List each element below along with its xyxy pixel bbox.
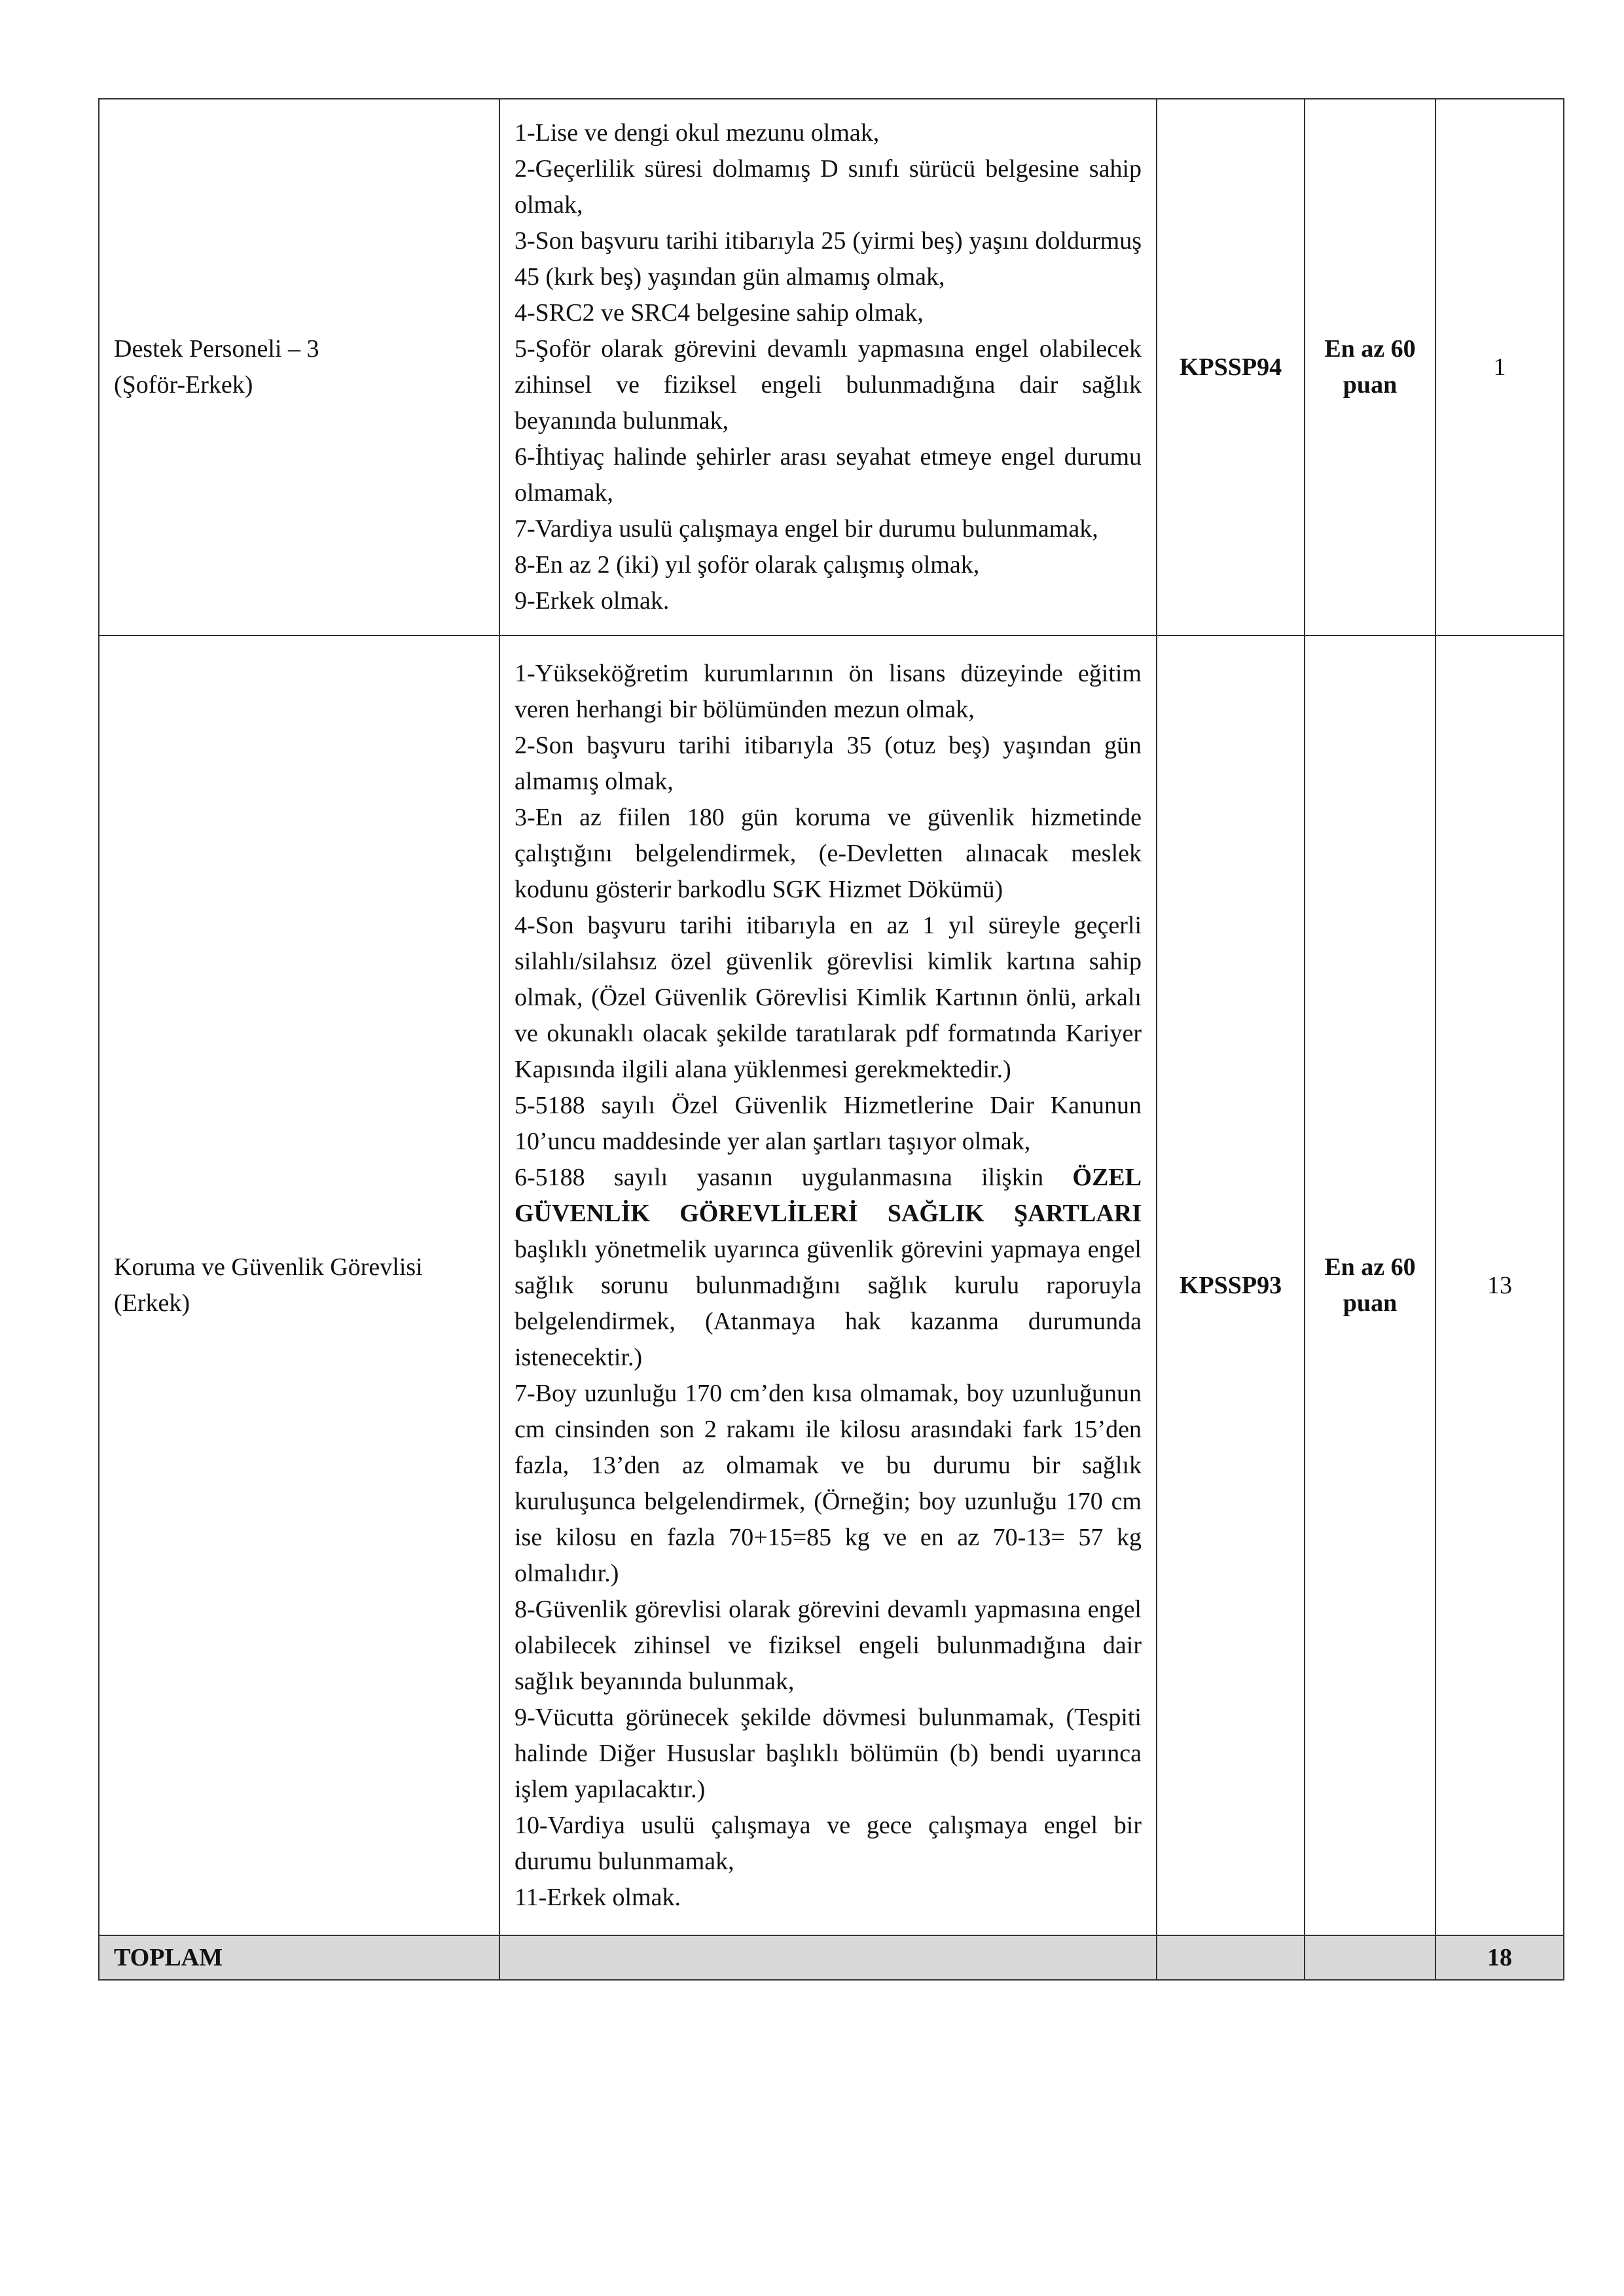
score-line: puan xyxy=(1343,371,1398,399)
position-title-line: (Şoför-Erkek) xyxy=(114,371,253,399)
total-empty-cell xyxy=(1157,1935,1305,1980)
position-count-cell: 13 xyxy=(1435,636,1564,1935)
exam-type-cell: KPSSP93 xyxy=(1157,636,1305,1935)
total-row xyxy=(99,1935,1564,1980)
total-label-cell: TOPLAM xyxy=(99,1935,499,1980)
requirement-item: 3-En az fiilen 180 gün koruma ve güvenlik hizmetinde çalıştığını belgelendirmek, (e-Devletten alınacak meslek kodunu gösterir barkodlu SGK Hizmet Dökümü) xyxy=(514,803,1142,903)
requirement-item: 2-Son başvuru tarihi itibarıyla 35 (otuz beş) yaşından gün almamış olmak, xyxy=(514,731,1142,795)
score-line: En az 60 xyxy=(1324,1253,1416,1281)
requirement-item: 6-5188 sayılı yasanın uygulanmasına ilişkin ÖZEL GÜVENLİK GÖREVLİLERİ SAĞLIK ŞARTLARI başlıklı yönetmelik uyarınca güvenlik görevini yapmaya engel sağlık sorunu bulunmadığını sağlık kurulu raporuyla belgelendirmek, (Atanmaya hak kazanma durumunda istenecektir.) xyxy=(514,1163,1142,1371)
requirement-item: 5-Şoför olarak görevini devamlı yapmasına engel olabilecek zihinsel ve fiziksel engeli bulunmadığına dair sağlık beyanında bulunmak, xyxy=(514,335,1142,435)
minimum-score-cell xyxy=(1305,99,1435,636)
total-count-cell: 18 xyxy=(1435,1935,1564,1980)
requirement-item: 10-Vardiya usulü çalışmaya ve gece çalışmaya engel bir durumu bulunmamak, xyxy=(514,1811,1142,1875)
exam-type-cell: KPSSP94 xyxy=(1157,99,1305,636)
requirement-item: 8-En az 2 (iki) yıl şoför olarak çalışmış olmak, xyxy=(514,551,980,579)
minimum-score-cell xyxy=(1305,636,1435,1935)
score-line: puan xyxy=(1343,1289,1398,1317)
table-row xyxy=(99,636,1564,1935)
position-title-line: (Erkek) xyxy=(114,1289,190,1317)
position-title-line: Koruma ve Güvenlik Görevlisi xyxy=(114,1253,423,1281)
total-empty-cell xyxy=(499,1935,1157,1980)
total-empty-cell xyxy=(1305,1935,1435,1980)
requirements-cell xyxy=(499,99,1157,636)
requirements-cell xyxy=(499,636,1157,1935)
requirement-item: 5-5188 sayılı Özel Güvenlik Hizmetlerine Dair Kanunun 10’uncu maddesinde yer alan şartları taşıyor olmak, xyxy=(514,1091,1142,1155)
position-title-line: Destek Personeli – 3 xyxy=(114,335,319,363)
requirement-item: 8-Güvenlik görevlisi olarak görevini devamlı yapmasına engel olabilecek zihinsel ve fiziksel engeli bulunmadığına dair sağlık beyanında bulunmak, xyxy=(514,1595,1142,1695)
requirement-item: 2-Geçerlilik süresi dolmamış D sınıfı sürücü belgesine sahip olmak, xyxy=(514,155,1142,219)
requirement-item: 4-SRC2 ve SRC4 belgesine sahip olmak, xyxy=(514,299,924,327)
requirement-item: 9-Erkek olmak. xyxy=(514,587,670,615)
requirement-item: 9-Vücutta görünecek şekilde dövmesi bulunmamak, (Tespiti halinde Diğer Hususlar başlıklı bölümün (b) bendi uyarınca işlem yapılacaktır.) xyxy=(514,1703,1142,1803)
requirement-item: 1-Lise ve dengi okul mezunu olmak, xyxy=(514,119,880,147)
score-line: En az 60 xyxy=(1324,335,1416,363)
requirement-item: 7-Vardiya usulü çalışmaya engel bir durumu bulunmamak, xyxy=(514,515,1098,543)
requirement-item: 4-Son başvuru tarihi itibarıyla en az 1 yıl süreyle geçerli silahlı/silahsız özel güvenlik görevlisi kimlik kartına sahip olmak, (Özel Güvenlik Görevlisi Kimlik Kartının önlü, arkalı ve okunaklı olacak şekilde taratılarak pdf formatında Kariyer Kapısında ilgili alana yüklenmesi gerekmektedir.) xyxy=(514,911,1142,1083)
position-requirements-table xyxy=(98,98,1564,1981)
requirement-item: 11-Erkek olmak. xyxy=(514,1883,681,1911)
position-title-cell xyxy=(99,636,499,1935)
requirement-item: 1-Yükseköğretim kurumlarının ön lisans düzeyinde eğitim veren herhangi bir bölümünden mezun olmak, xyxy=(514,659,1142,723)
requirement-item: 6-İhtiyaç halinde şehirler arası seyahat etmeye engel durumu olmamak, xyxy=(514,443,1142,507)
requirement-item: 3-Son başvuru tarihi itibarıyla 25 (yirmi beş) yaşını doldurmuş 45 (kırk beş) yaşından gün almamış olmak, xyxy=(514,227,1142,291)
table-row xyxy=(99,99,1564,636)
requirement-item: 7-Boy uzunluğu 170 cm’den kısa olmamak, boy uzunluğunun cm cinsinden son 2 rakamı ile kilosu arasındaki fark 15’den fazla, 13’den az olmamak ve bu durumu bir sağlık kuruluşunca belgelendirmek, (Örneğin; boy uzunluğu 170 cm ise kilosu en fazla 70+15=85 kg ve en az 70-13= 57 kg olmalıdır.) xyxy=(514,1379,1142,1587)
position-title-cell xyxy=(99,99,499,636)
position-count-cell: 1 xyxy=(1435,99,1564,636)
requirement-emphasis: ÖZEL GÜVENLİK GÖREVLİLERİ SAĞLIK ŞARTLARI xyxy=(514,1163,1142,1227)
